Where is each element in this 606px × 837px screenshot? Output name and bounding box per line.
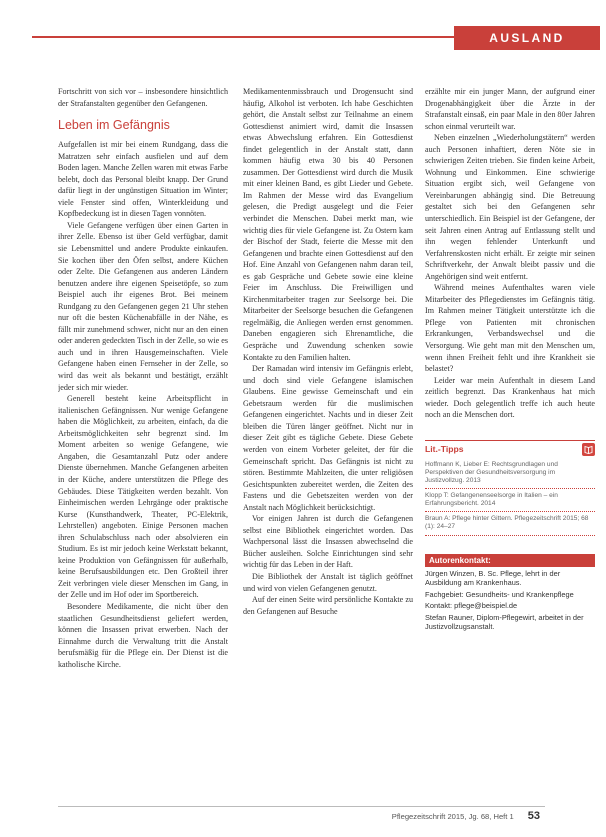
book-icon	[582, 443, 595, 456]
paragraph: Während meines Aufenthaltes waren viele Mitarbeiter des Pflegedienstes im Gefängnis tätig. Im Rahmen meiner Tätigkeit unterstützte ich die Pflege von Patienten mit chronischen Erkrankungen, Verbandswechsel und die Versorgung. Wie geht man mit den Menschen um, wenn ihnen Freiheit fehlt und ihre Krankheit sie belastet?	[425, 283, 595, 374]
literature-item: Klopp T: Gefangenenseelsorge in Italien – ein Erfahrungsbericht. 2014	[425, 489, 595, 512]
paragraph: Der Ramadan wird intensiv im Gefängnis erlebt, und doch sind viele Gefangene islamischen Glaubens. Eine gewisse Gemeinschaft und ein Gebetsraum werden für die muslimischen Gefangenen eingerichtet. Nachts und in dieser Zeit bleiben die Türen länger geöffnet. Nicht nur in dieser Zeit gibt es tägliche Gebete. Diese Gebete werden von einem Vorbeter geleitet, der für die Gemeinschaft spricht. Das Gefängnis ist nicht zu stören. Bestimmte Mahlzeiten, die unter religiösen Gesichtspunkten zubereitet werden, die Zeiten des Fastens und die Gebetszeiten werden von der Anstalt nach Möglichkeit berücksichtigt.	[243, 364, 413, 512]
paragraph: Leider war mein Aufenthalt in diesem Land zeitlich begrenzt. Das Krankenhaus hat mich wieder. Doch gelegentlich treffe ich auch heute noch an die Menschen dort.	[425, 375, 595, 420]
paragraph: Auf der einen Seite wird persönliche Kontakte zu den Gefangenen auf Besuche	[243, 595, 413, 616]
paragraph: Besondere Medikamente, die nicht über den staatlichen Gesundheitsdienst geliefert werden, können die Insassen privat erwerben. Nach der Einnahme durch die Verwaltung tritt die Anstalt berufsmäßig für die Pflege ein. Der Dienst ist die katholische Kirche.	[58, 601, 228, 669]
column-2	[243, 86, 413, 798]
author-line: Stefan Rauner, Diplom-Pflegewirt, arbeitet in der Justizvollzugsanstalt.	[425, 612, 584, 632]
column-3	[425, 86, 595, 798]
author-contact-box	[425, 554, 595, 633]
author-line: Jürgen Winzen, B. Sc. Pflege, lehrt in der Ausbildung am Krankenhaus.	[425, 568, 561, 588]
literature-box	[425, 440, 595, 536]
column-1	[58, 86, 228, 798]
header-rule	[32, 36, 454, 38]
literature-item: Hoffmann K, Lieber E: Rechtsgrundlagen und Perspektiven der Gesundheitsversorgung im Justizvollzug. 2013	[425, 458, 595, 489]
book-glyph-icon	[584, 445, 593, 454]
page-number: 53	[527, 810, 540, 822]
paragraph: Aufgefallen ist mir bei einem Rundgang, dass die Matratzen sehr einfach ausfielen und auf dem Boden lagen. Manche Zellen waren mit etwas Farbe belebt, doch das Personal bleibt knapp. Der Grund dafür liegt in der ungünstigen Situation im Winter; viele Fenster sind offen, Winterkleidung und Kopfbedeckung ist in diesen Tagen vonnöten.	[58, 140, 228, 219]
paragraph: Medikamentenmissbrauch und Drogensucht sind häufig, Alkohol ist verboten. Ich habe Geschichten gehört, die Anstalt selbst zur Teilnahme an einem Gottesdienst animiert wird, damit die Insassen etwas Abwechslung erfahren. Ein Gottesdienst findet gelegentlich in der Anstalt statt, dann kommen häufig etwa 30 bis 40 Personen zusammen. Der Gottesdienst wird durch die Musik mit einer kleinen Band, es gibt Lieder und Gebete. Im Rahmen der Messe wird das Evangelium gelesen, die Predigt ausgelegt und die Feier verbindet die Menschen. Dabei merkt man, wie wichtig dies für viele Gefangene ist. Zu Ostern kam der Bischof der Stadt, feierte die Messe mit den Gefangenen und brachte einen Gottesdienst auf den Hof. Eine Anzahl von Gefangenen nahm daran teil, es gab Gespräche und Gebete sowie eine kleine Feier im Anschluss. Die Freiwilligen und Kirchenmitarbeiter tragen zur Seelsorge bei. Die Mitarbeiter der Seelsorge besuchen die Gefangenen regelmäßig, die Anliegen werden ernst genommen. Daneben engagieren sich Ehrenamtliche, die Gespräche und Zuwendung schenken sowie Kontakte zu den Familien halten.	[243, 87, 413, 362]
literature-title: Lit.-Tipps	[425, 444, 464, 455]
literature-item: Braun A: Pflege hinter Gittern. Pflegezeitschrift 2015; 68 (1): 24–27	[425, 512, 595, 535]
section-label: AUSLAND	[454, 26, 600, 50]
paragraph: Neben einzelnen „Wiederholungstätern“ werden auch Personen inhaftiert, deren Nöte sie in schwierigen Zeiten trieben. Sie finden keine Arbeit, Wohnung und Einkommen. Eine schwierige Situation ergibt sich, weil Gefangene von Vereinbarungen abhängig sind. Die Betreuung gestaltet sich bei den Gefangenen sehr unterschiedlich. Ein Beispiel ist der Gefangene, der seit Jahren einen Antrag auf Entlassung stellt und ihn wegen fehlender Unterkunft und Verfahrenskosten nicht erhält. Er zeigte mir seinen Schriftverkehr, der Anwalt bleibt passiv und die Angehörigen sind weit entfernt.	[425, 133, 595, 281]
page-footer	[350, 810, 540, 822]
paragraph: Generell besteht keine Arbeitspflicht in italienischen Gefängnissen. Nur wenige Gefangene haben die Möglichkeit, zu arbeiten, einfach, da die Arbeitsmöglichkeiten sehr begrenzt sind. Im Moment arbeiten so wenige Gefangene, wie Angaben, die Gesamtanzahl Putz oder andere Dienste übernehmen. Manche Gefangenen arbeiten in der Küche, andere unterstützen die Pflege des Gebäudes. Diese Tätigkeiten werden bezahlt. Von Einheimischen werden Lehrgänge oder praktische Kurse (Kunsthandwerk, Theater, PC-Elektrik, Lehrstellen) angeboten. Einige Personen machen ihren Schulabschluss nach oder absolvieren ein Studium. Es ist mir jedoch keine Werkstatt bekannt, keine Produktion von Gefängnissen für außerhalb, keine Berufsausbildungen etc. Den Großteil ihrer Zeit verbringen viele dieser Menschen im Gang, in der Zelle und im Hof oder im Sportbereich.	[58, 394, 228, 600]
paragraph: Vor einigen Jahren ist durch die Gefangenen selbst eine Bibliothek eingerichtet worden. Das Wachpersonal lässt die Insassen abwechselnd die Bücher ausleihen. Solche Einrichtungen sind sehr wichtig für das Leben in der Haft.	[243, 514, 413, 570]
section-heading: Leben im Gefängnis	[58, 118, 170, 133]
footer-rule	[58, 806, 545, 807]
intro-text: Fortschritt von sich vor – insbesondere hinsichtlich der Strafanstalten gegenüber den Gefangenen.	[58, 87, 228, 108]
paragraph: erzählte mir ein junger Mann, der aufgrund einer Drogenabhängigkeit über die Ärzte in der Strafanstalt einsaß, ein paar Male in den 80er Jahren schon einmal verurteilt war.	[425, 87, 595, 131]
paragraph: Viele Gefangene verfügen über einen Garten in ihrer Zelle. Ebenso ist über Geld verfügbar, damit sie Lebensmittel und andere Produkte einkaufen. Sie kochen über den Öfen selbst, andere Küchen oder Zelte. Die Gefangenen aus anderen Ländern benutzen andere ihre eigenen Speisetöpfe, so zum Beispiel auch ihr eigenes Brot. Bei meinem Rundgang zu den Gefangenen gegen 21 Uhr stehen nur oft die besten Küchenabfälle in der Nähe, es fällt mir zunehmend schwer, nicht nur an den einen oder anderen gedeckten Tisch in der Zelle, so wie es auch und in ihren Hausgemeinschaften. Viele Gefangene haben einen Fernseher in der Zelle, so wird das weit als bekannt und bestätigt, erzählt jeder sich mir wieder.	[58, 220, 228, 392]
author-line: Fachgebiet: Gesundheits- und Krankenpflege	[425, 589, 574, 599]
paragraph: Die Bibliothek der Anstalt ist täglich geöffnet und wird von vielen Gefangenen genutzt.	[243, 571, 413, 593]
author-line: Kontakt: pflege@beispiel.de	[425, 601, 518, 611]
author-contact-title: Autorenkontakt:	[425, 554, 595, 567]
literature-header	[425, 441, 595, 458]
journal-citation: Pflegezeitschrift 2015, Jg. 68, Heft 1	[391, 812, 514, 821]
